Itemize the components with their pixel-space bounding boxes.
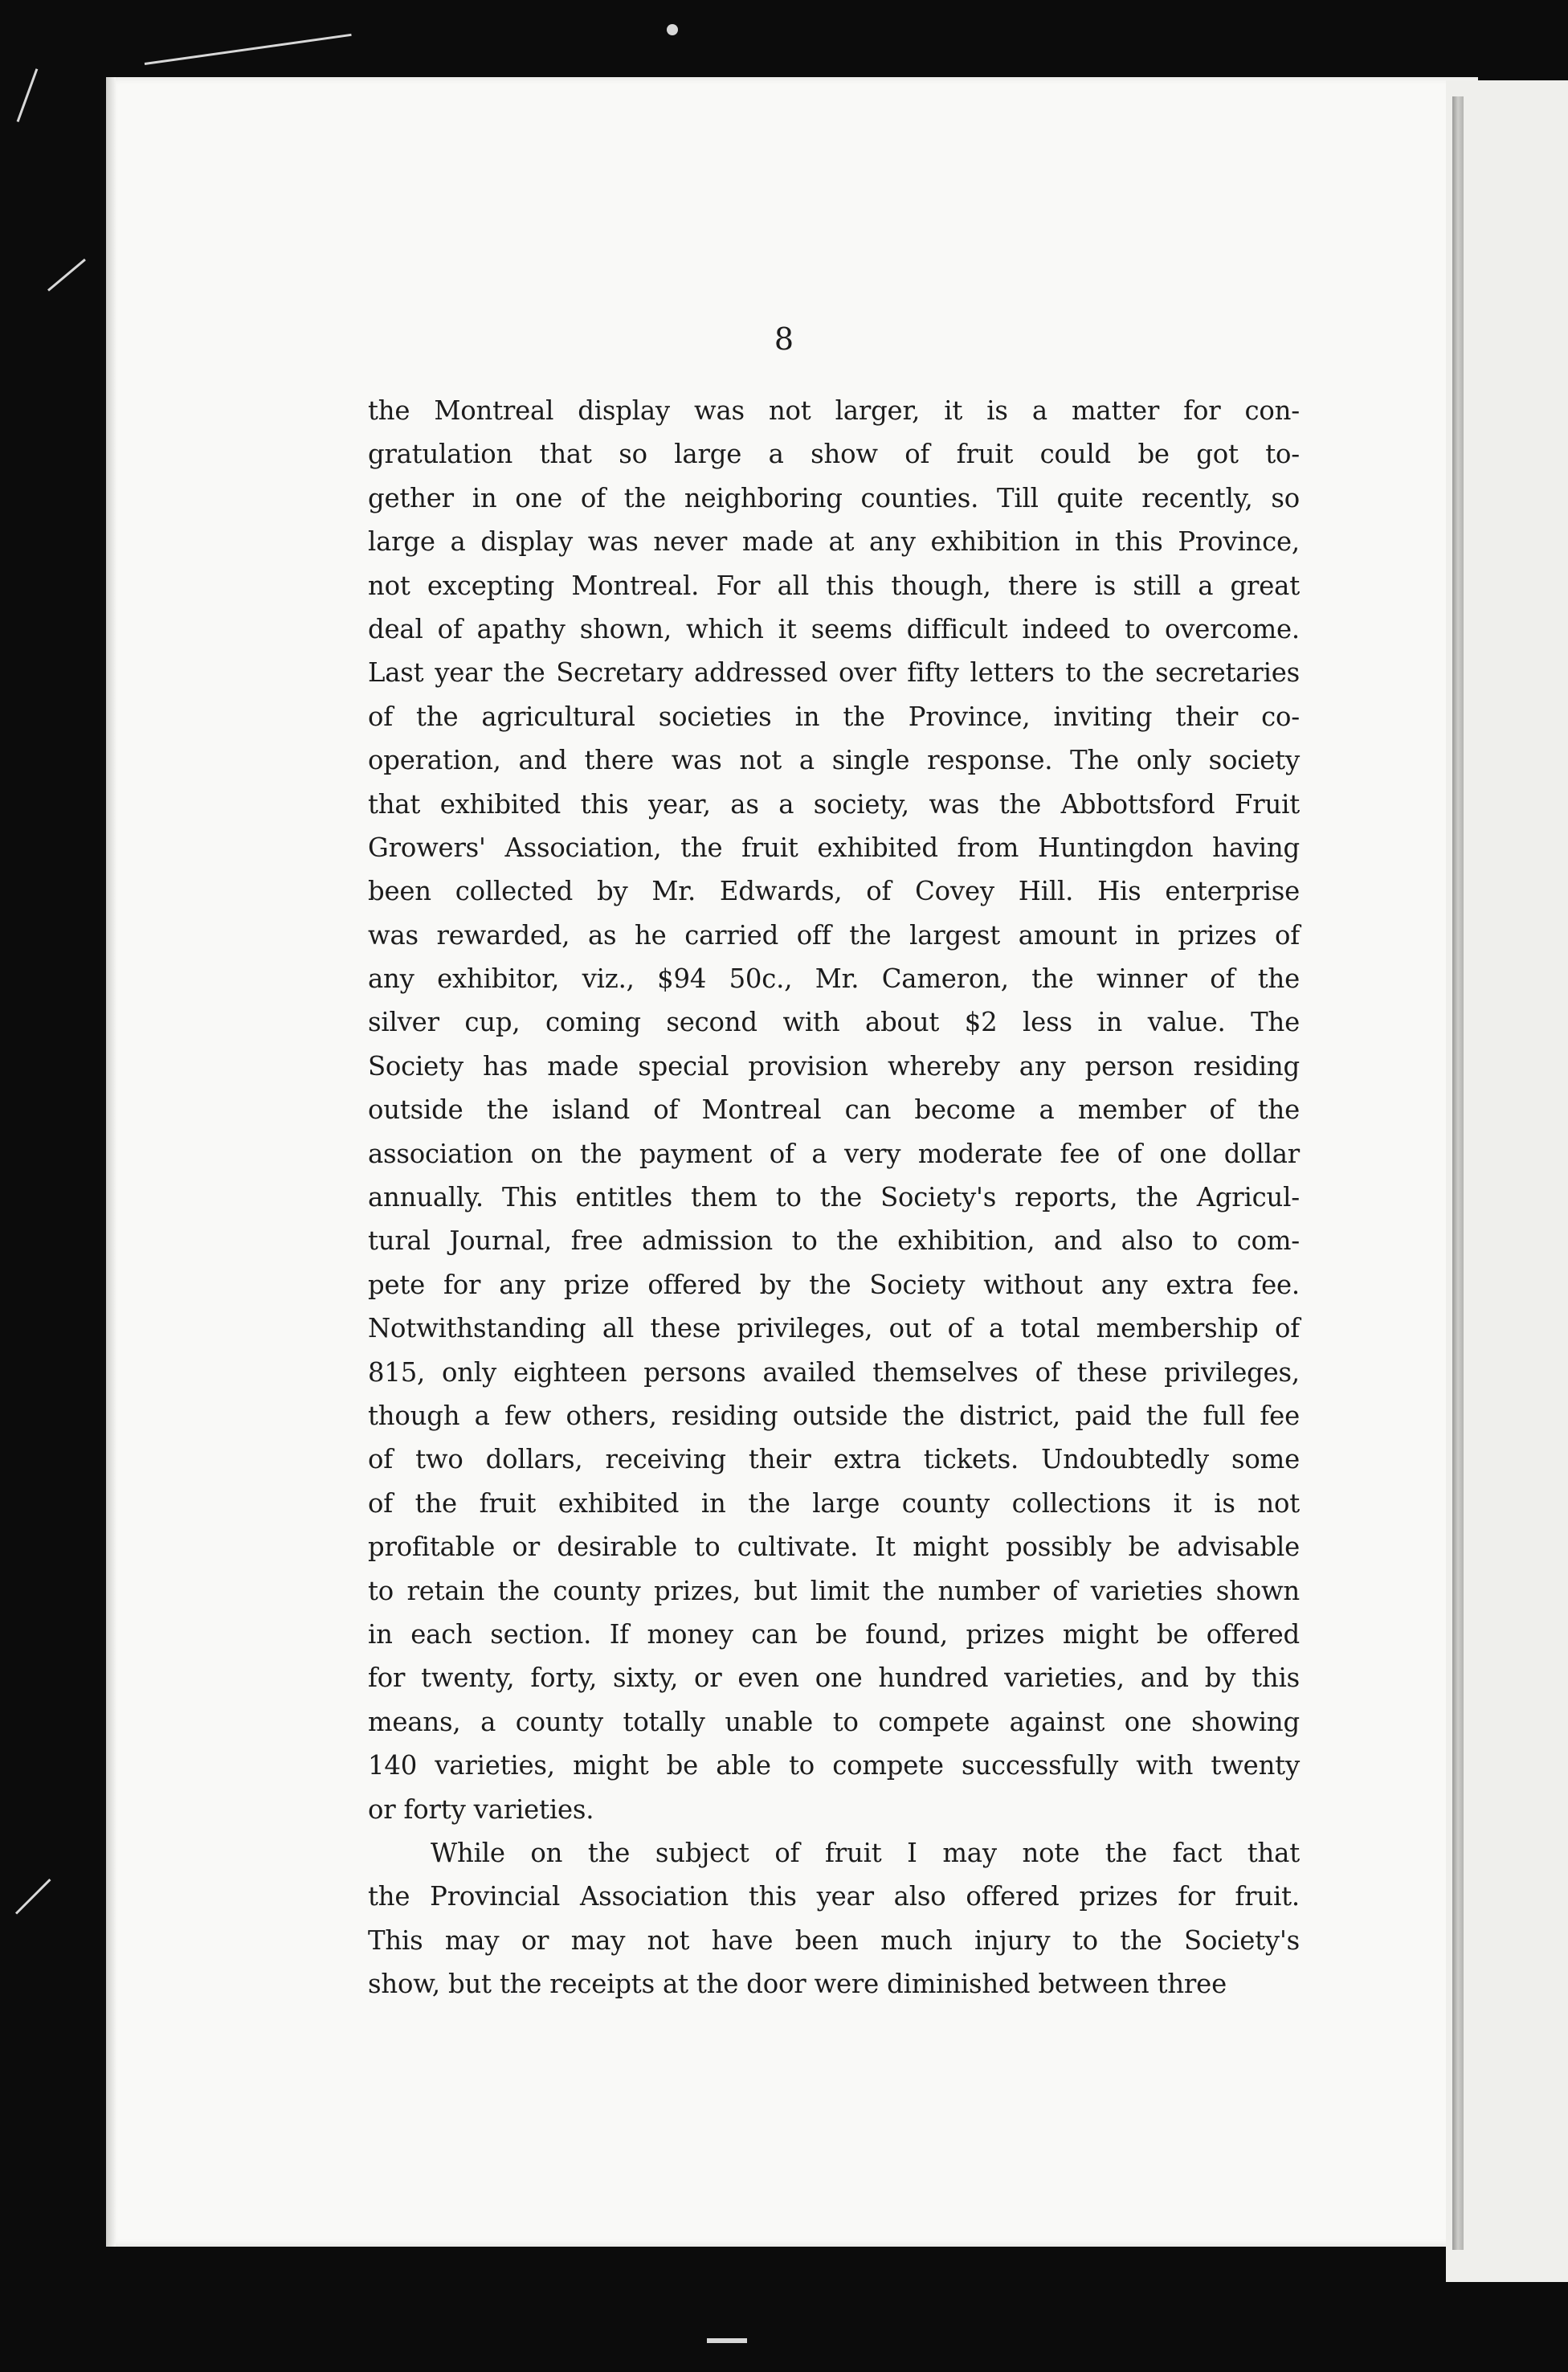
text-line: was rewarded, as he carried off the largest amount in prizes of xyxy=(368,919,1300,951)
text-line: not excepting Montreal. For all this though, there is still a great xyxy=(368,570,1300,601)
text-line: the Provincial Association this year also offered prizes for fruit. xyxy=(368,1881,1300,1912)
text-line: operation, and there was not a single response. The only society xyxy=(368,745,1300,776)
text-line: in each section. If money can be found, prizes might be offered xyxy=(368,1618,1300,1650)
film-scratch xyxy=(47,259,86,292)
text-line: silver cup, coming second with about $2 less in value. The xyxy=(368,1007,1300,1038)
text-line: outside the island of Montreal can become a member of the xyxy=(368,1094,1300,1126)
film-scratch xyxy=(667,24,678,35)
film-scratch xyxy=(17,68,39,122)
text-line: any exhibitor, viz., $94 50c., Mr. Cameron, the winner of the xyxy=(368,963,1300,995)
text-line: association on the payment of a very moderate fee of one dollar xyxy=(368,1138,1300,1169)
page-gutter-fold xyxy=(1452,96,1464,2250)
text-line: While on the subject of fruit I may note the fact that xyxy=(431,1837,1300,1868)
text-line: to retain the county prizes, but limit the number of varieties shown xyxy=(368,1575,1300,1606)
text-line: of the agricultural societies in the Province, inviting their co- xyxy=(368,701,1300,732)
text-line: profitable or desirable to cultivate. It might possibly be advisable xyxy=(368,1532,1300,1563)
text-line: Last year the Secretary addressed over fifty letters to the secretaries xyxy=(368,657,1300,689)
text-line: 140 varieties, might be able to compete successfully with twenty xyxy=(368,1750,1300,1781)
text-line: large a display was never made at any exhibition in this Province, xyxy=(368,526,1300,558)
text-line: though a few others, residing outside the district, paid the full fee xyxy=(368,1400,1300,1431)
text-line: Notwithstanding all these privileges, out of a total membership of xyxy=(368,1313,1300,1344)
text-line: or forty varieties. xyxy=(368,1793,594,1825)
page-left-edge xyxy=(106,77,116,2247)
text-line: tural Journal, free admission to the exhibition, and also to com- xyxy=(368,1225,1300,1257)
text-line: for twenty, forty, sixty, or even one hundred varieties, and by this xyxy=(368,1662,1300,1694)
text-line: of two dollars, receiving their extra tickets. Undoubtedly some xyxy=(368,1444,1300,1475)
text-line: This may or may not have been much injury to the Society's xyxy=(368,1924,1300,1956)
text-line: the Montreal display was not larger, it is a matter for con- xyxy=(368,395,1300,426)
text-line: Growers' Association, the fruit exhibited from Huntingdon having xyxy=(368,832,1300,863)
text-line: Society has made special provision whereby any person residing xyxy=(368,1050,1300,1082)
film-scratch xyxy=(15,1879,51,1915)
text-line: pete for any prize offered by the Society without any extra fee. xyxy=(368,1269,1300,1300)
text-line: deal of apathy shown, which it seems difficult indeed to overcome. xyxy=(368,613,1300,644)
text-line: annually. This entitles them to the Society's reports, the Agricul- xyxy=(368,1182,1300,1213)
paragraph xyxy=(368,389,1300,1831)
text-line: of the fruit exhibited in the large county collections it is not xyxy=(368,1487,1300,1519)
body-text xyxy=(368,389,1300,2006)
page-number: 8 xyxy=(774,321,794,357)
film-scratch xyxy=(145,34,352,65)
text-line: been collected by Mr. Edwards, of Covey Hill. His enterprise xyxy=(368,876,1300,907)
text-line: 815, only eighteen persons availed themselves of these privileges, xyxy=(368,1356,1300,1388)
text-line: show, but the receipts at the door were diminished between three xyxy=(368,1969,1227,2000)
text-line: gether in one of the neighboring counties. Till quite recently, so xyxy=(368,482,1300,513)
text-line: gratulation that so large a show of fruit could be got to- xyxy=(368,439,1300,470)
film-scratch xyxy=(707,2338,747,2343)
text-line: that exhibited this year, as a society, was the Abbottsford Fruit xyxy=(368,788,1300,820)
adjacent-page-strip xyxy=(1446,80,1568,2282)
text-line: means, a county totally unable to compete against one showing xyxy=(368,1706,1300,1737)
paragraph xyxy=(368,1831,1300,2006)
